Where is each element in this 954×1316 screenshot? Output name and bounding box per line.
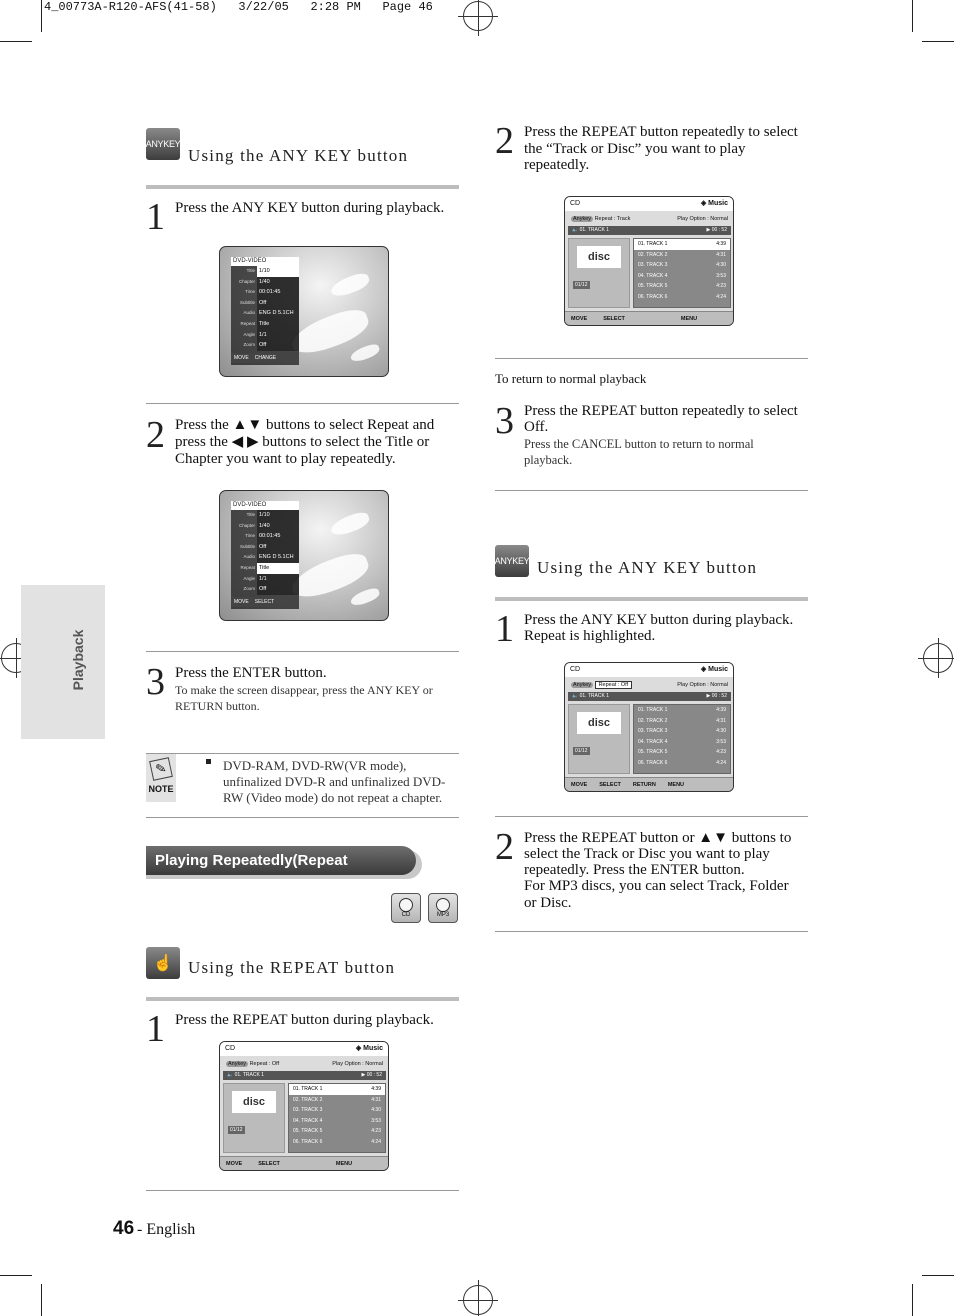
divider [146, 817, 459, 818]
track-row: 06. TRACK 6 4:24 [293, 1138, 381, 1145]
section-title: Using the ANY KEY button [537, 558, 758, 577]
step-text: Press the ▲▼ buttons to select Repeat and [175, 417, 435, 433]
step-text: or Disc. [524, 895, 572, 911]
cd-track-list [288, 1083, 386, 1153]
cd-top-bar: CD ◈ Music [565, 197, 733, 211]
step-text: Press the REPEAT button or ▲▼ buttons to [524, 830, 792, 846]
step-text: select the Track or Disc you want to play [524, 846, 770, 862]
dvd-row: Repeat Title [231, 563, 299, 574]
track-row: 02. TRACK 2 4:31 [638, 717, 726, 724]
track-row: 01. TRACK 1 4:39 [638, 707, 726, 713]
track-row: 04. TRACK 4 3:53 [638, 738, 726, 745]
dvd-row: Subtitle Off [231, 298, 299, 309]
divider [146, 753, 459, 754]
track-row: 05. TRACK 5 4:23 [638, 749, 726, 756]
step-number: 3 [495, 400, 514, 442]
dvd-row: Zoom Off [231, 340, 299, 351]
track-row: 06. TRACK 6 4:24 [638, 759, 726, 766]
note-label: NOTE [148, 784, 174, 794]
step-text: repeatedly. [524, 157, 590, 173]
dvd-header: DVD-VIDEO [231, 501, 299, 510]
track-row: 03. TRACK 3 4:30 [638, 262, 726, 269]
cd-art: disc 01/12 [568, 238, 630, 308]
anykey-icon: ANYKEY [146, 128, 180, 160]
step-number: 3 [146, 661, 165, 703]
track-row: 06. TRACK 6 4:24 [638, 293, 726, 300]
step-subtext: To make the screen disappear, press the ANY KEY or [175, 683, 433, 697]
section-rule [146, 997, 459, 1001]
step-text: Press the REPEAT button repeatedly to select [524, 124, 798, 140]
step-text: Press the REPEAT button repeatedly to select [524, 403, 798, 419]
registration-mark [463, 1, 493, 31]
dvd-header: DVD-VIDEO [231, 257, 299, 266]
track-row: 05. TRACK 5 4:23 [638, 283, 726, 290]
cd-screen [564, 196, 734, 326]
dvd-info-panel [231, 501, 299, 609]
note-icon-box [146, 754, 176, 802]
step-text: Chapter you want to play repeatedly. [175, 451, 396, 467]
divider [146, 651, 459, 652]
crop-mark [912, 0, 913, 32]
cd-top-bar: CD ◈ Music [565, 663, 733, 677]
compact-disc-logo: disc [577, 712, 621, 734]
track-row: 03. TRACK 3 4:30 [293, 1107, 381, 1114]
dvd-row: Audio ENG D 5.1CH [231, 552, 299, 563]
dvd-row: Chapter 1/40 [231, 521, 299, 532]
note-text: DVD-RAM, DVD-RW(VR mode), [223, 758, 407, 773]
step-number: 1 [146, 196, 165, 238]
dvd-row: Audio ENG D 5.1CH [231, 308, 299, 319]
dvd-row: Title 1/10 [231, 266, 299, 277]
crop-mark [0, 1275, 32, 1276]
step-number: 2 [495, 826, 514, 868]
step-number: 2 [146, 414, 165, 456]
cd-track-list [633, 704, 731, 774]
section-title: Using the REPEAT button [188, 958, 396, 977]
step-subtext: playback. [524, 453, 573, 467]
note-text: RW (Video mode) do not repeat a chapter. [223, 790, 443, 805]
crop-mark [922, 1275, 954, 1276]
hand-press-icon: ☝ [146, 947, 180, 979]
section-rule [495, 597, 808, 601]
compact-disc-logo: disc [232, 1091, 276, 1113]
step-text: repeatedly. Press the ENTER button. [524, 862, 745, 878]
step-text: Press the REPEAT button during playback. [175, 1012, 434, 1028]
step-number: 1 [146, 1008, 165, 1050]
step-subtext: RETURN button. [175, 699, 260, 713]
cd-footer: MOVE SELECT RETURN MENU [565, 777, 733, 791]
step-number: 2 [495, 120, 514, 162]
track-row: 02. TRACK 2 4:31 [293, 1096, 381, 1103]
dvd-row: Time 00:01:45 [231, 287, 299, 298]
track-row: 04. TRACK 4 3:53 [293, 1117, 381, 1124]
mp3-disc-icon: MP3 [428, 893, 458, 923]
step-text: Press the ENTER button. [175, 665, 327, 681]
registration-mark [463, 1285, 493, 1315]
step-text: the “Track or Disc” you want to play [524, 141, 746, 157]
cd-footer: MOVE SELECT MENU [565, 311, 733, 325]
cd-disc-icon: CD [391, 893, 421, 923]
step-text: For MP3 discs, you can select Track, Folder [524, 878, 789, 894]
step-text: press the ◀ ▶ buttons to select the Title or [175, 434, 430, 450]
dvd-row: Repeat Title [231, 319, 299, 330]
crop-mark [41, 1284, 42, 1316]
dvd-row: Chapter 1/40 [231, 277, 299, 288]
cd-status-bar: Anykey Repeat : Track Play Option : Normal [573, 216, 728, 222]
note-text: unfinalized DVD-R and unfinalized DVD- [223, 774, 446, 789]
cd-track-bar: 🔈 01. TRACK 1 ▶ 00 : 52 [568, 226, 731, 235]
dvd-info-panel [231, 257, 299, 365]
track-row: 03. TRACK 3 4:30 [638, 728, 726, 735]
section-banner: Playing Repeatedly(Repeat Playback) [146, 846, 416, 875]
cd-track-bar: 🔈 01. TRACK 1 ▶ 00 : 52 [223, 1071, 386, 1080]
cd-track-list [633, 238, 731, 308]
dvd-row: Time 00:01:45 [231, 531, 299, 542]
subheading: To return to normal playback [495, 371, 647, 386]
compact-disc-logo: disc [577, 246, 621, 268]
step-text: Press the ANY KEY button during playback. [524, 612, 794, 628]
side-tab-label: Playback [70, 629, 86, 691]
divider [495, 931, 808, 932]
dvd-screen [219, 490, 389, 621]
dvd-footer: MOVE SELECT [231, 597, 299, 607]
dvd-screen [219, 246, 389, 377]
dvd-row: Zoom Off [231, 584, 299, 595]
divider [495, 490, 808, 491]
cd-art: disc 01/12 [223, 1083, 285, 1153]
registration-mark [923, 643, 953, 673]
divider [495, 816, 808, 817]
dvd-footer: MOVE CHANGE [231, 353, 299, 363]
step-number: 1 [495, 608, 514, 650]
cd-status-bar: Anykey Repeat : Off Play Option : Normal [573, 682, 728, 688]
cd-status-bar: Anykey Repeat : Off Play Option : Normal [228, 1061, 383, 1067]
cd-screen [219, 1041, 389, 1171]
dvd-row: Title 1/10 [231, 510, 299, 521]
track-row: 01. TRACK 1 4:39 [289, 1084, 385, 1095]
cd-art: disc 01/12 [568, 704, 630, 774]
step-text: Press the ANY KEY button during playback. [175, 200, 445, 216]
pencil-icon: ✎ [149, 757, 173, 781]
cd-top-bar: CD ◈ Music [220, 1042, 388, 1056]
bullet-icon [206, 759, 211, 764]
cd-screen [564, 662, 734, 792]
page-number: 46 [113, 1218, 135, 1239]
crop-mark [0, 41, 32, 42]
track-row: 02. TRACK 2 4:31 [638, 251, 726, 258]
step-text: Off. [524, 419, 549, 435]
track-row: 05. TRACK 5 4:23 [293, 1128, 381, 1135]
dvd-row: Subtitle Off [231, 542, 299, 553]
crop-mark [912, 1284, 913, 1316]
section-rule [146, 185, 459, 189]
cd-footer: MOVE SELECT MENU [220, 1156, 388, 1170]
dvd-row: Angle 1/1 [231, 330, 299, 341]
step-text: Repeat is highlighted. [524, 628, 656, 644]
step-subtext: Press the CANCEL button to return to normal [524, 437, 754, 451]
anykey-icon: ANYKEY [495, 545, 529, 577]
cd-track-bar: 🔈 01. TRACK 1 ▶ 00 : 52 [568, 692, 731, 701]
side-tab [21, 585, 105, 739]
divider [495, 358, 808, 359]
crop-mark [41, 0, 42, 32]
divider [146, 403, 459, 404]
dvd-row: Angle 1/1 [231, 574, 299, 585]
track-row: 01. TRACK 1 4:39 [634, 239, 730, 250]
section-title: Using the ANY KEY button [188, 146, 409, 165]
divider [146, 1190, 459, 1191]
track-row: 04. TRACK 4 3:53 [638, 272, 726, 279]
crop-mark [922, 41, 954, 42]
print-slug: 4_00773A-R120-AFS(41-58) 3/22/05 2:28 PM Page 46 [44, 0, 433, 14]
page-language: - English [137, 1221, 196, 1238]
